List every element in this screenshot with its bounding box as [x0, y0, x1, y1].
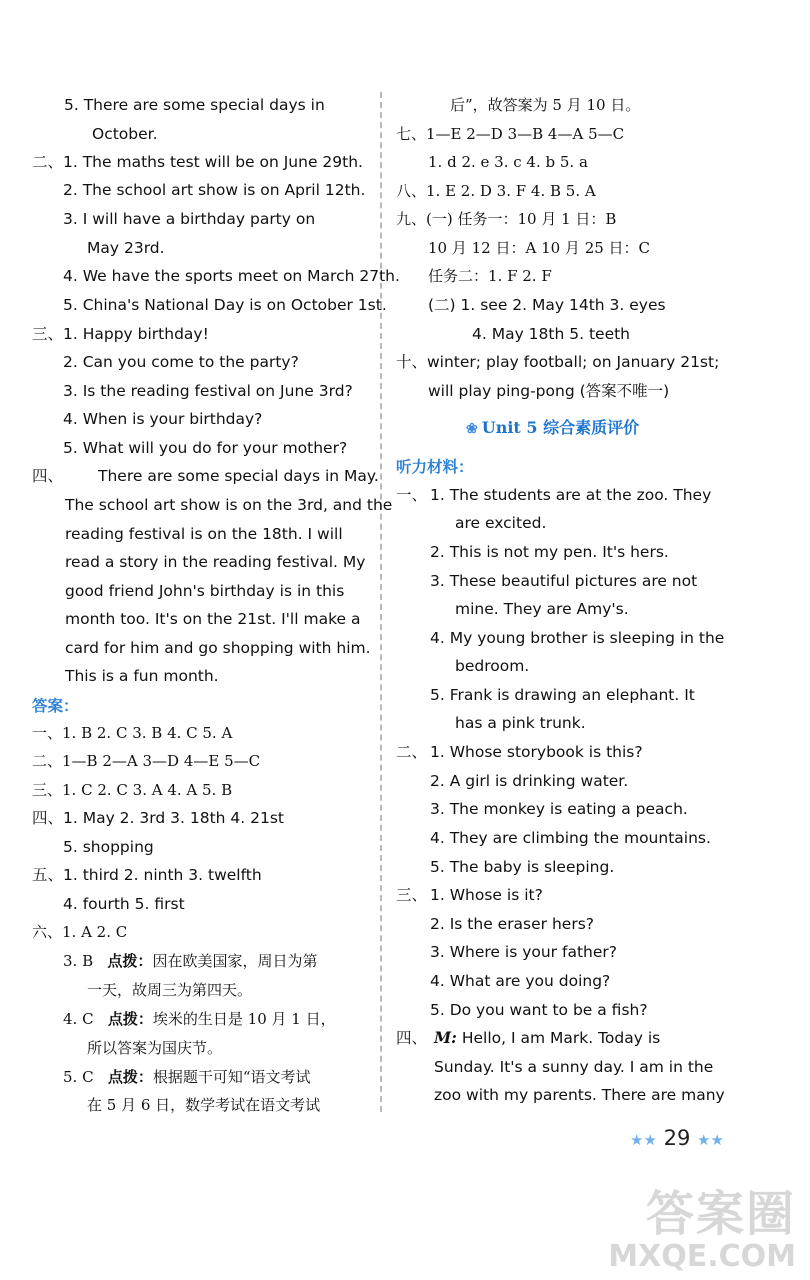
- text-line: 1. Whose storybook is this?: [430, 743, 643, 761]
- section-marker: 三、: [32, 325, 64, 343]
- text-line: Sunday. It's a sunny day. I am in the: [434, 1058, 714, 1076]
- text-line: bedroom.: [455, 657, 530, 675]
- answer-line: 4. fourth 5. first: [63, 895, 185, 913]
- text-line: 5. Do you want to be a fish?: [430, 1001, 648, 1019]
- text-line: 1. Happy birthday!: [63, 325, 209, 343]
- answer-line: (二) 1. see 2. May 14th 3. eyes: [428, 296, 666, 314]
- text-line: 5. China's National Day is on October 1st.: [63, 296, 387, 314]
- text-line: mine. They are Amy's.: [455, 600, 629, 618]
- watermark-domain: MXQE.COM: [608, 1239, 796, 1274]
- section-marker: 三、: [396, 886, 428, 904]
- answer-line: 十、winter; play football; on January 21st;: [396, 353, 720, 371]
- answer-line: 八、1. E 2. D 3. F 4. B 5. A: [396, 182, 596, 200]
- text-line: good friend John's birthday is in this: [65, 582, 345, 600]
- unit-title: [466, 415, 639, 438]
- answer-line: [63, 951, 317, 971]
- section-marker: 一、: [396, 486, 428, 504]
- text-line: There are some special days in May.: [98, 467, 379, 485]
- text-line: 3. Where is your father?: [430, 943, 617, 961]
- text-line: zoo with my parents. There are many: [434, 1086, 725, 1104]
- text-line: 5. What will you do for your mother?: [63, 439, 348, 457]
- text-line: are excited.: [455, 514, 547, 532]
- tip-text: 因在欧美国家，周日为第: [152, 952, 318, 970]
- tip-label: 点拨：: [107, 1010, 153, 1028]
- answer-prefix: 4. C: [63, 1010, 94, 1028]
- answer-line: 一天，故周三为第四天。: [87, 981, 253, 999]
- text-line: 3. These beautiful pictures are not: [430, 572, 698, 590]
- text-line: This is a fun month.: [65, 667, 219, 685]
- text-line: 1. The students are at the zoo. They: [430, 486, 712, 504]
- paw-icon: ❀: [466, 421, 478, 437]
- answer-line: will play ping-pong (答案不唯一): [428, 382, 670, 400]
- page-number: [630, 1126, 724, 1150]
- text-line: 4. What are you doing?: [430, 972, 611, 990]
- answer-line: 所以答案为国庆节。: [87, 1039, 223, 1057]
- text-line: read a story in the reading festival. My: [65, 553, 366, 571]
- answer-line: 一、1. B 2. C 3. B 4. C 5. A: [32, 724, 233, 742]
- answer-line: 五、1. third 2. ninth 3. twelfth: [32, 866, 262, 884]
- text-line: 2. This is not my pen. It's hers.: [430, 543, 669, 561]
- text-line: The school art show is on the 3rd, and the: [65, 496, 393, 514]
- answer-line: 后”，故答案为 5 月 10 日。: [450, 96, 641, 114]
- text-line: 5. The baby is sleeping.: [430, 858, 615, 876]
- column-divider: [380, 92, 382, 1112]
- text-line: 2. The school art show is on April 12th.: [63, 181, 366, 199]
- star-icon: ★★: [697, 1131, 724, 1149]
- section-marker: 四、: [396, 1029, 428, 1047]
- text-line: has a pink trunk.: [455, 714, 586, 732]
- answer-line: [63, 1009, 336, 1029]
- answer-line: 5. shopping: [63, 838, 154, 856]
- listening-label: 听力材料：: [396, 458, 474, 476]
- text-line: May 23rd.: [87, 239, 165, 257]
- text-line: 4. We have the sports meet on March 27th.: [63, 267, 400, 285]
- tip-label: 点拨：: [107, 952, 153, 970]
- section-marker: 二、: [396, 743, 428, 761]
- answer-prefix: 3. B: [63, 952, 94, 970]
- answer-prefix: 5. C: [63, 1068, 94, 1086]
- text-line: reading festival is on the 18th. I will: [65, 525, 343, 543]
- text-line: 3. I will have a birthday party on: [63, 210, 316, 228]
- speaker-label: M:: [434, 1028, 457, 1047]
- text-line: 2. Can you come to the party?: [63, 353, 299, 371]
- text-line: [434, 1028, 660, 1048]
- tip-text: 埃米的生日是 10 月 1 日，: [152, 1010, 336, 1028]
- text-line: 4. My young brother is sleeping in the: [430, 629, 725, 647]
- text-line: 5. Frank is drawing an elephant. It: [430, 686, 695, 704]
- unit-title-text: Unit 5 综合素质评价: [481, 418, 640, 437]
- tip-text: 根据题干可知“语文考试: [152, 1068, 311, 1086]
- answer-line: 任务二：1. F 2. F: [428, 267, 552, 285]
- text-line: 2. A girl is drinking water.: [430, 772, 629, 790]
- text-line: 2. Is the eraser hers?: [430, 915, 595, 933]
- star-icon: ★★: [630, 1131, 657, 1149]
- answer-line: 二、1—B 2—A 3—D 4—E 5—C: [32, 752, 261, 770]
- answer-line: 四、1. May 2. 3rd 3. 18th 4. 21st: [32, 809, 284, 827]
- text-line: October.: [92, 125, 158, 143]
- answer-line: 4. May 18th 5. teeth: [472, 325, 631, 343]
- text-line: 3. Is the reading festival on June 3rd?: [63, 382, 353, 400]
- answer-line: 10 月 12 日：A 10 月 25 日：C: [428, 239, 651, 257]
- text-line: 1. The maths test will be on June 29th.: [63, 153, 363, 171]
- section-marker: 二、: [32, 153, 64, 171]
- page-number-text: 29: [663, 1126, 691, 1150]
- watermark-logo-text: 答案圈: [645, 1186, 796, 1242]
- answer-line: 1. d 2. e 3. c 4. b 5. a: [428, 153, 588, 171]
- text-line: 3. The monkey is eating a peach.: [430, 800, 688, 818]
- answer-line: 九、(一) 任务一：10 月 1 日：B: [396, 210, 617, 228]
- text-line: 4. They are climbing the mountains.: [430, 829, 711, 847]
- text-line: 5. There are some special days in: [64, 96, 325, 114]
- answer-line: 六、1. A 2. C: [32, 923, 128, 941]
- answers-label: 答案：: [32, 697, 79, 715]
- answer-line: 七、1—E 2—D 3—B 4—A 5—C: [396, 125, 625, 143]
- section-marker: 四、: [32, 467, 64, 485]
- answer-line: [63, 1067, 311, 1087]
- answer-line: 三、1. C 2. C 3. A 4. A 5. B: [32, 781, 233, 799]
- tip-label: 点拨：: [107, 1068, 153, 1086]
- answer-line: 在 5 月 6 日，数学考试在语文考试: [87, 1096, 321, 1114]
- watermark: [608, 1186, 796, 1274]
- text-line: card for him and go shopping with him.: [65, 639, 371, 657]
- text-line: 4. When is your birthday?: [63, 410, 263, 428]
- dialogue-text: Hello, I am Mark. Today is: [461, 1029, 661, 1047]
- text-line: month too. It's on the 21st. I'll make a: [65, 610, 361, 628]
- text-line: 1. Whose is it?: [430, 886, 543, 904]
